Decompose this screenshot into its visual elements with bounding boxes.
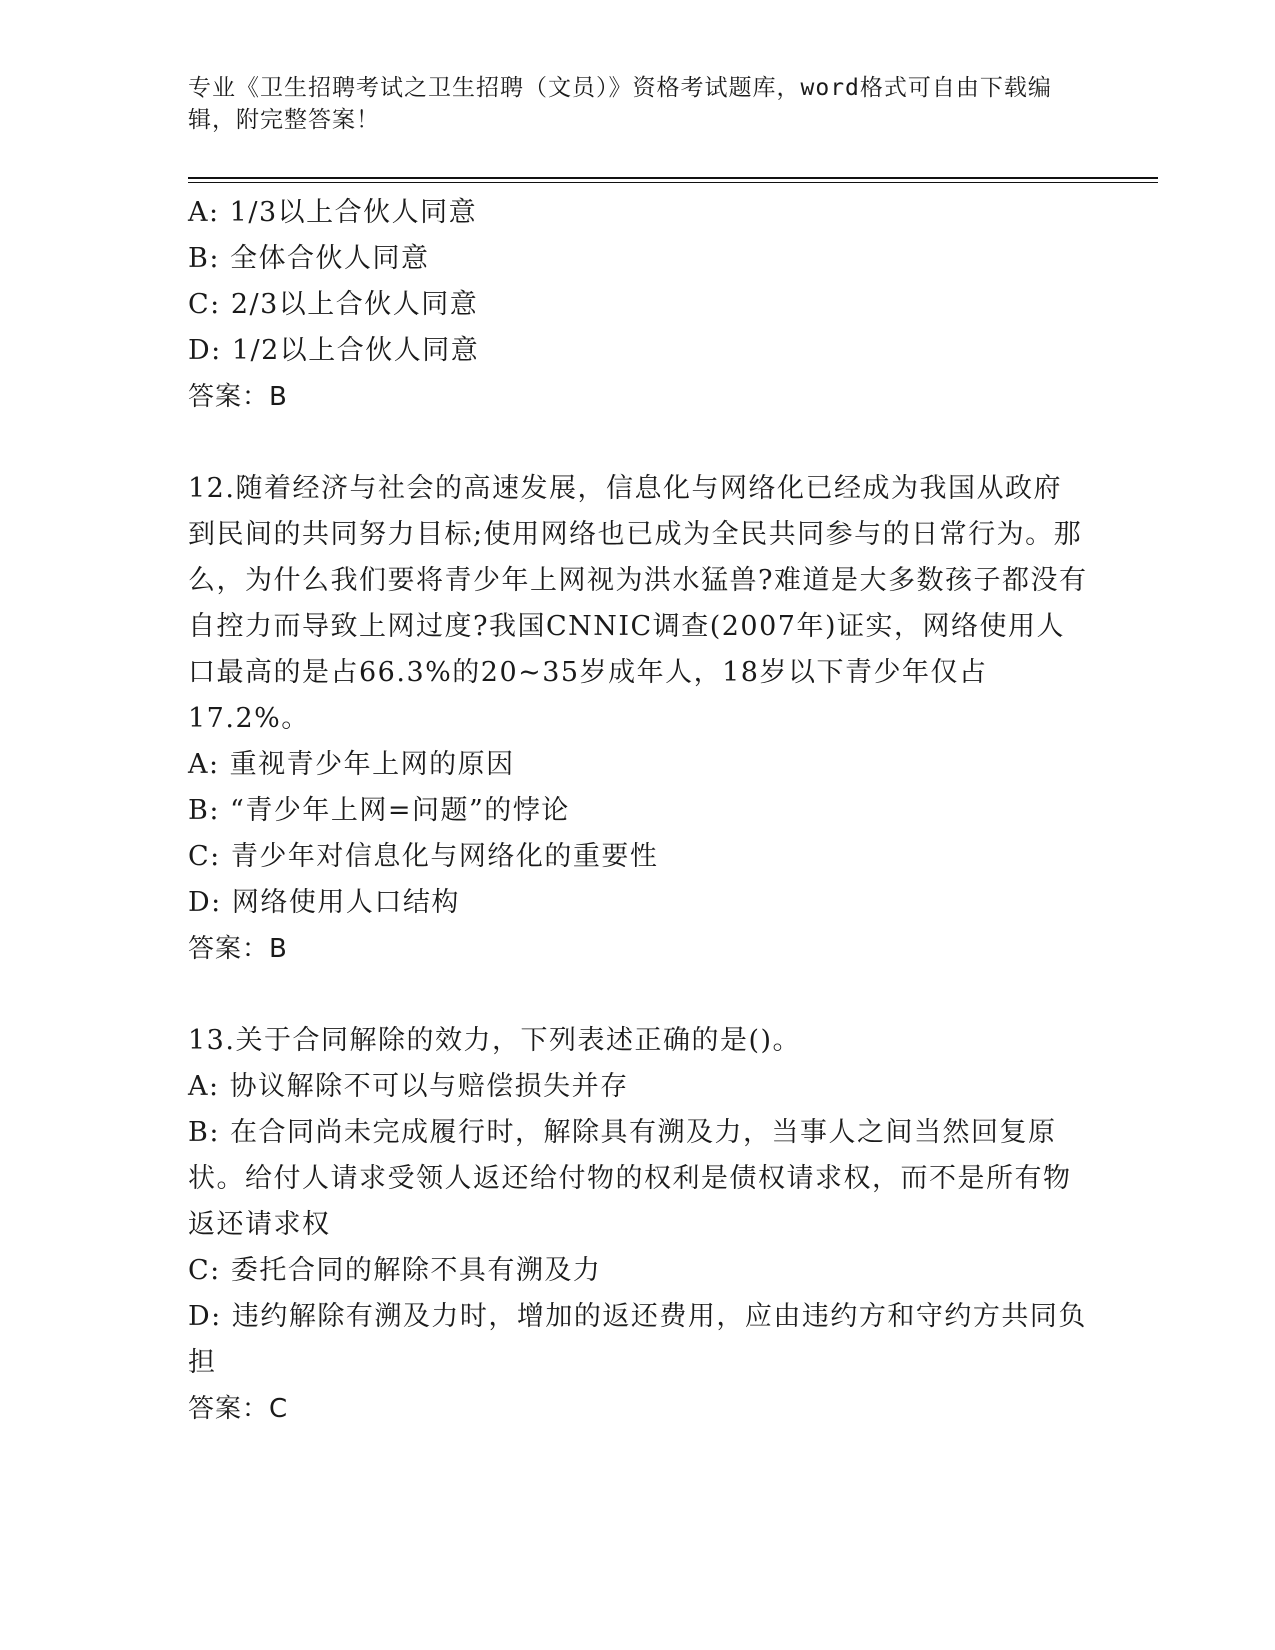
option-a: A: 重视青少年上网的原因 bbox=[188, 749, 515, 780]
option-c: C: 2/3以上合伙人同意 bbox=[188, 289, 479, 320]
option-b: B: “青少年上网=问题”的悖论 bbox=[188, 795, 570, 826]
option-d: D: 1/2以上合伙人同意 bbox=[188, 335, 480, 366]
option-b: B: 在合同尚未完成履行时，解除具有溯及力，当事人之间当然回复原状。给付人请求受领人返还给付物的权利是债权请求权，而不是所有物返还请求权 bbox=[188, 1117, 1072, 1240]
question-11 bbox=[188, 190, 1088, 420]
answer: 答案：B bbox=[188, 934, 288, 964]
answer: 答案：C bbox=[188, 1394, 289, 1424]
document-body bbox=[188, 190, 1088, 1432]
option-c: C: 青少年对信息化与网络化的重要性 bbox=[188, 841, 659, 872]
option-a: A: 1/3以上合伙人同意 bbox=[188, 197, 478, 228]
question-text: 12.随着经济与社会的高速发展，信息化与网络化已经成为我国从政府到民间的共同努力目标;使用网络也已成为全民共同参与的日常行为。那么，为什么我们要将青少年上网视为洪水猛兽?难道是大多数孩子都没有自控力而导致上网过度?我国CNNIC调查(2007年)证实，网络使用人口最高的是占66.3%的20~35岁成年人，18岁以下青少年仅占17.2%。 bbox=[188, 473, 1088, 734]
question-12 bbox=[188, 466, 1088, 972]
option-d: D: 违约解除有溯及力时，增加的返还费用，应由违约方和守约方共同负担 bbox=[188, 1301, 1087, 1378]
header-divider bbox=[188, 177, 1158, 183]
question-text: 13.关于合同解除的效力，下列表述正确的是()。 bbox=[188, 1025, 802, 1056]
option-d: D: 网络使用人口结构 bbox=[188, 887, 460, 918]
option-c: C: 委托合同的解除不具有溯及力 bbox=[188, 1255, 602, 1286]
option-a: A: 协议解除不可以与赔偿损失并存 bbox=[188, 1071, 629, 1102]
option-b: B: 全体合伙人同意 bbox=[188, 243, 430, 274]
document-header: 专业《卫生招聘考试之卫生招聘（文员）》资格考试题库，word格式可自由下载编辑，附完整答案！ bbox=[188, 75, 1052, 133]
question-13 bbox=[188, 1018, 1088, 1432]
answer: 答案：B bbox=[188, 382, 288, 412]
